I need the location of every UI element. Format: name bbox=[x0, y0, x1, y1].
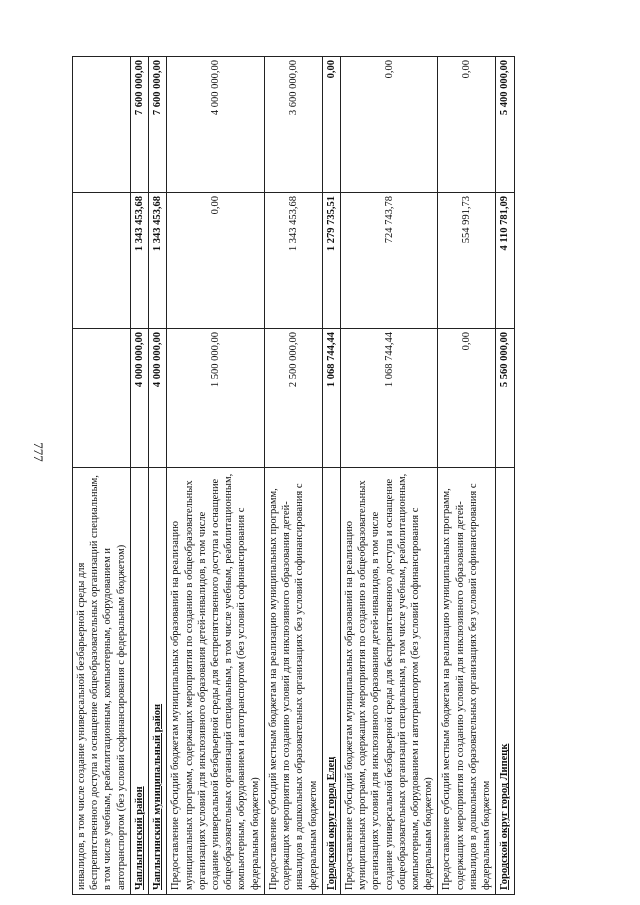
row-value-3-cell: 0,00 bbox=[340, 57, 438, 193]
table-row bbox=[264, 57, 322, 895]
row-value-2-cell: 724 743,78 bbox=[340, 193, 438, 329]
row-value-3-cell: 7 600 000,00 bbox=[149, 57, 167, 193]
row-value-1-cell: 4 000 000,00 bbox=[149, 329, 167, 468]
table-row bbox=[73, 57, 131, 895]
row-name-cell: Предоставление субсидий местным бюджетам на реализацию муниципальных программ, содержащих мероприятия по созданию условий для инклюзивного образования детей-инвалидов в дошкольных образовательных организациях без условий софинансирования с федеральным бюджетом bbox=[438, 468, 496, 895]
table-row bbox=[438, 57, 496, 895]
row-value-2-cell: 0,00 bbox=[167, 193, 265, 329]
table-row bbox=[167, 57, 265, 895]
row-value-1-cell: 5 560 000,00 bbox=[496, 329, 514, 468]
budget-table-container bbox=[72, 57, 612, 895]
table-row-total bbox=[130, 57, 148, 895]
row-name-cell: Предоставление субсидий бюджетам муниципальных образований на реализацию муниципальных программ, содержащих мероприятия по созданию в общеобразовательных организациях условий для инклюзивного образования детей-инвалидов, в том числе создание универсальной безбарьерной среды для беспрепятственного доступа и оснащение общеобразовательных организаций специальным, в том числе учебным, реабилитационным, компьютерным, оборудованием и автотранспортом (без условий софинансирования с федеральным бюджетом) bbox=[167, 468, 265, 895]
row-value-2-cell: 554 991,73 bbox=[438, 193, 496, 329]
row-value-2-cell: 1 279 735,51 bbox=[322, 193, 340, 329]
row-value-2-cell: 1 343 453,68 bbox=[130, 193, 148, 329]
row-value-1-cell bbox=[73, 329, 131, 468]
row-name-cell: Предоставление субсидий местным бюджетам на реализацию муниципальных программ, содержащих мероприятия по созданию условий для инклюзивного образования детей-инвалидов в дошкольных образовательных организациях без условий софинансирования с федеральным бюджетом bbox=[264, 468, 322, 895]
row-value-3-cell bbox=[73, 57, 131, 193]
row-name-cell: Городской округ город Липецк bbox=[496, 468, 514, 895]
page-number: 777 bbox=[31, 442, 46, 462]
row-value-3-cell: 0,00 bbox=[322, 57, 340, 193]
row-name-cell: Чаплыгинский муниципальный район bbox=[149, 468, 167, 895]
row-value-1-cell: 2 500 000,00 bbox=[264, 329, 322, 468]
row-value-3-cell: 3 600 000,00 bbox=[264, 57, 322, 193]
row-value-3-cell: 5 400 000,00 bbox=[496, 57, 514, 193]
row-value-3-cell: 4 000 000,00 bbox=[167, 57, 265, 193]
row-value-1-cell: 0,00 bbox=[438, 329, 496, 468]
row-value-1-cell: 1 068 744,44 bbox=[322, 329, 340, 468]
row-value-3-cell: 7 600 000,00 bbox=[130, 57, 148, 193]
row-name-cell: Чаплыгинский район bbox=[130, 468, 148, 895]
table-row-total bbox=[149, 57, 167, 895]
row-value-2-cell bbox=[73, 193, 131, 329]
row-value-1-cell: 4 000 000,00 bbox=[130, 329, 148, 468]
row-value-2-cell: 1 343 453,68 bbox=[264, 193, 322, 329]
row-value-2-cell: 1 343 453,68 bbox=[149, 193, 167, 329]
table-row bbox=[340, 57, 438, 895]
budget-table bbox=[72, 56, 515, 895]
row-value-1-cell: 1 068 744,44 bbox=[340, 329, 438, 468]
row-name-cell: Городской округ город Елец bbox=[322, 468, 340, 895]
table-row-total bbox=[322, 57, 340, 895]
row-name-cell: инвалидов, в том числе создание универсальной безбарьерной среды для беспрепятственного доступа и оснащение общеобразовательных организаций специальным, в том числе учебным, реабилитационным, компьютерным, оборудованием и автотранспортом (без условий софинансирования с федеральным бюджетом) bbox=[73, 468, 131, 895]
budget-table-body bbox=[73, 57, 515, 895]
row-value-1-cell: 1 500 000,00 bbox=[167, 329, 265, 468]
row-value-3-cell: 0,00 bbox=[438, 57, 496, 193]
table-row-total bbox=[496, 57, 514, 895]
row-name-cell: Предоставление субсидий бюджетам муниципальных образований на реализацию муниципальных программ, содержащих мероприятия по созданию в общеобразовательных организациях условий для инклюзивного образования детей-инвалидов, в том числе создание универсальной безбарьерной среды для беспрепятственного доступа и оснащение общеобразовательных организаций специальным, в том числе учебным, реабилитационным, компьютерным, оборудованием и автотранспортом (без условий софинансирования с федеральным бюджетом) bbox=[340, 468, 438, 895]
row-value-2-cell: 4 110 781,09 bbox=[496, 193, 514, 329]
